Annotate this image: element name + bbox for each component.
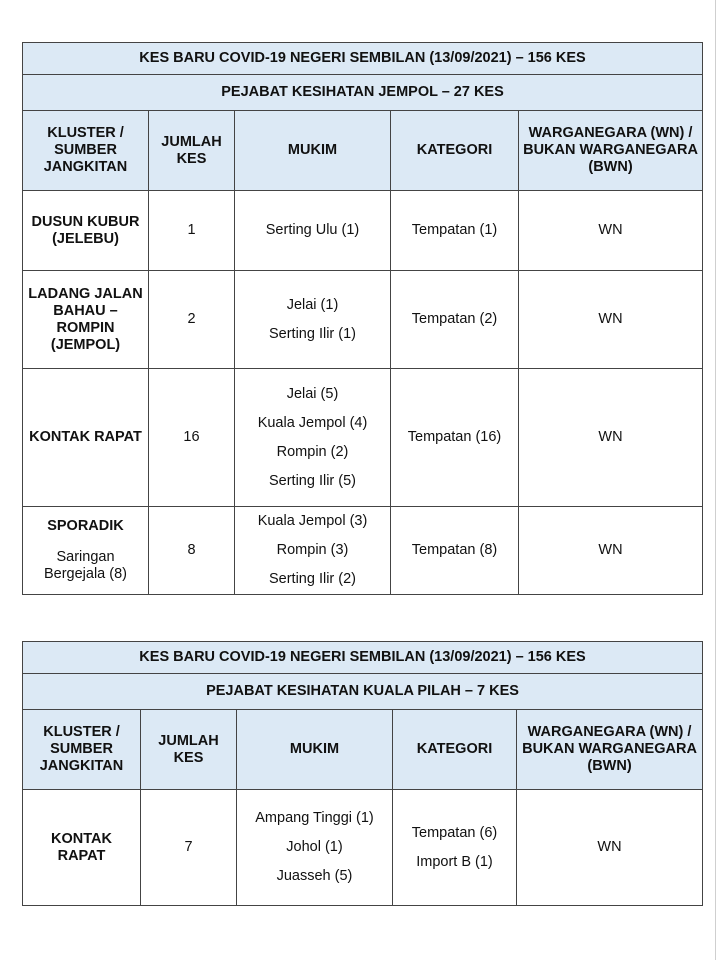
col-header-cluster: KLUSTER / SUMBER JANGKITAN bbox=[23, 710, 141, 790]
kategori-cell bbox=[391, 369, 519, 507]
col-header-cluster: KLUSTER / SUMBER JANGKITAN bbox=[23, 111, 149, 191]
mukim-item: Serting Ilir (5) bbox=[268, 472, 357, 489]
col-header-citizenship: WARGANEGARA (WN) / BUKAN WARGANEGARA (BWN) bbox=[519, 111, 703, 191]
mukim-cell bbox=[235, 369, 391, 507]
citizenship-cell: WN bbox=[517, 790, 703, 906]
kategori-item: Tempatan (2) bbox=[411, 311, 498, 327]
cluster-note: Saringan Bergejala (8) bbox=[43, 549, 127, 582]
office-title: PEJABAT KESIHATAN JEMPOL – 27 KES bbox=[23, 75, 703, 111]
cluster-name: SPORADIK bbox=[47, 518, 124, 534]
mukim-item: Rompin (2) bbox=[276, 443, 349, 460]
count-cell: 8 bbox=[149, 507, 235, 595]
table-row bbox=[23, 369, 703, 507]
mukim-cell bbox=[235, 271, 391, 369]
citizenship-cell: WN bbox=[519, 191, 703, 271]
mukim-item: Rompin (3) bbox=[276, 542, 349, 558]
table-row bbox=[23, 271, 703, 369]
mukim-item: Serting Ulu (1) bbox=[265, 222, 360, 238]
kategori-item: Tempatan (16) bbox=[407, 429, 502, 445]
count-cell: 16 bbox=[149, 369, 235, 507]
col-header-count: JUMLAH KES bbox=[141, 710, 237, 790]
kategori-item: Tempatan (8) bbox=[411, 542, 498, 558]
cluster-cell: LADANG JALAN BAHAU – ROMPIN (JEMPOL) bbox=[23, 271, 149, 369]
kategori-cell bbox=[391, 507, 519, 595]
cluster-cell bbox=[23, 507, 149, 595]
col-header-kategori: KATEGORI bbox=[391, 111, 519, 191]
citizenship-cell: WN bbox=[519, 507, 703, 595]
mukim-cell bbox=[235, 507, 391, 595]
col-header-kategori: KATEGORI bbox=[393, 710, 517, 790]
mukim-item: Serting Ilir (2) bbox=[268, 571, 357, 587]
kuala-pilah-case-table bbox=[22, 641, 703, 906]
cluster-cell: DUSUN KUBUR (JELEBU) bbox=[23, 191, 149, 271]
kategori-item: Tempatan (1) bbox=[411, 222, 498, 238]
cluster-cell: KONTAK RAPAT bbox=[23, 790, 141, 906]
col-header-mukim: MUKIM bbox=[237, 710, 393, 790]
count-cell: 1 bbox=[149, 191, 235, 271]
count-cell: 7 bbox=[141, 790, 237, 906]
kategori-cell bbox=[391, 191, 519, 271]
mukim-item: Ampang Tinggi (1) bbox=[255, 810, 374, 826]
table-title: KES BARU COVID-19 NEGERI SEMBILAN (13/09/2021) – 156 KES bbox=[23, 642, 703, 674]
office-title: PEJABAT KESIHATAN KUALA PILAH – 7 KES bbox=[23, 674, 703, 710]
mukim-item: Serting Ilir (1) bbox=[268, 325, 357, 342]
kategori-item: Import B (1) bbox=[416, 853, 493, 870]
mukim-item: Juasseh (5) bbox=[276, 868, 353, 884]
col-header-citizenship: WARGANEGARA (WN) / BUKAN WARGANEGARA (BWN) bbox=[517, 710, 703, 790]
mukim-item: Kuala Jempol (3) bbox=[257, 513, 368, 529]
mukim-cell bbox=[235, 191, 391, 271]
kategori-item: Tempatan (6) bbox=[411, 824, 498, 841]
table-row bbox=[23, 507, 703, 595]
page-edge-rule bbox=[715, 0, 716, 960]
mukim-item: Jelai (5) bbox=[286, 385, 339, 402]
count-cell: 2 bbox=[149, 271, 235, 369]
table-row bbox=[23, 790, 703, 906]
col-header-mukim: MUKIM bbox=[235, 111, 391, 191]
citizenship-cell: WN bbox=[519, 369, 703, 507]
kategori-cell bbox=[391, 271, 519, 369]
citizenship-cell: WN bbox=[519, 271, 703, 369]
table-title: KES BARU COVID-19 NEGERI SEMBILAN (13/09/2021) – 156 KES bbox=[23, 43, 703, 75]
kategori-cell bbox=[393, 790, 517, 906]
col-header-count: JUMLAH KES bbox=[149, 111, 235, 191]
mukim-item: Johol (1) bbox=[286, 839, 343, 855]
table-row bbox=[23, 191, 703, 271]
mukim-cell bbox=[237, 790, 393, 906]
mukim-item: Jelai (1) bbox=[286, 296, 339, 313]
jempol-case-table bbox=[22, 42, 703, 595]
cluster-cell: KONTAK RAPAT bbox=[23, 369, 149, 507]
mukim-item: Kuala Jempol (4) bbox=[257, 414, 368, 431]
